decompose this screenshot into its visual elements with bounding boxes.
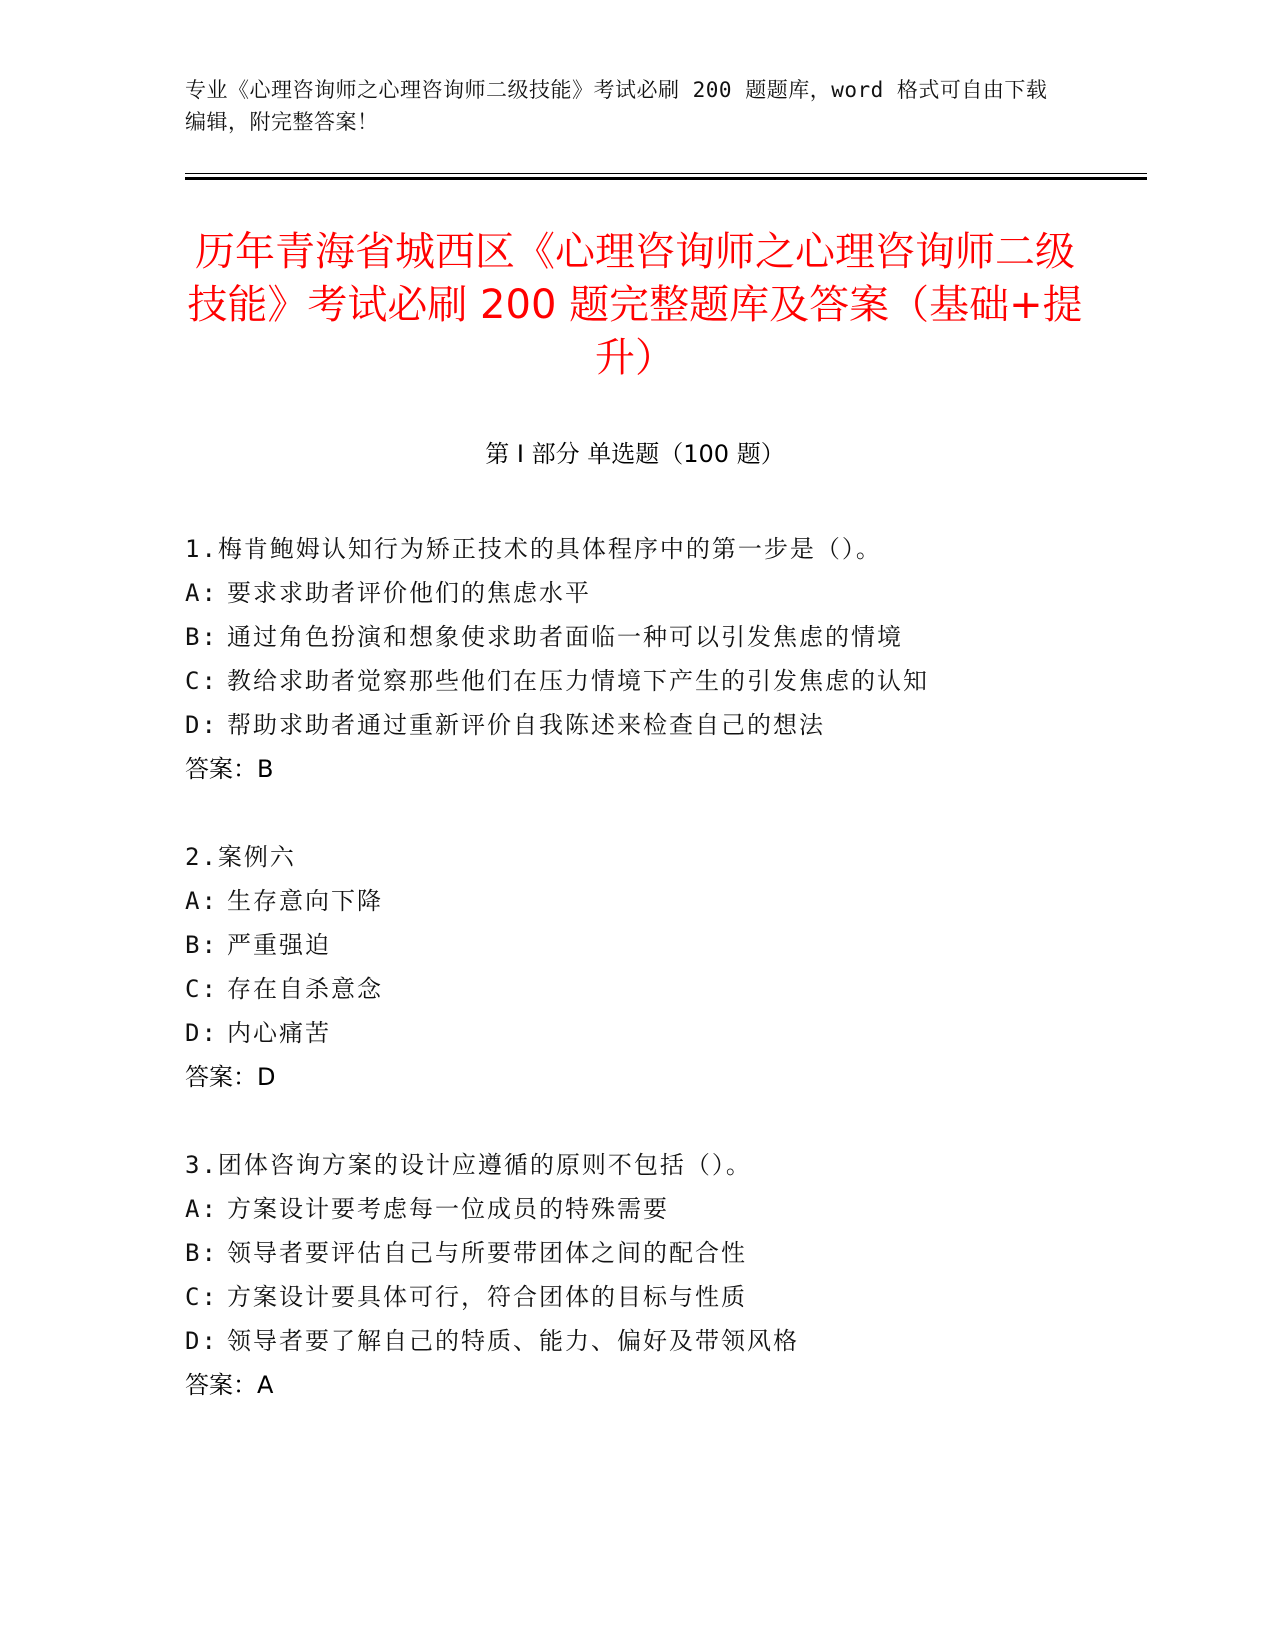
question-item <box>185 1143 1105 1407</box>
answer-key: 答案：A <box>185 1371 274 1399</box>
option-letter: B: <box>185 1239 218 1267</box>
question-stem: 2.案例六 <box>185 843 296 871</box>
answer-option <box>185 1187 1105 1231</box>
question-list <box>185 527 1105 1451</box>
option-letter: B: <box>185 931 218 959</box>
option-text: 生存意向下降 <box>227 887 383 915</box>
header-note: 专业《心理咨询师之心理咨询师二级技能》考试必刷 200 题题库，word 格式可自由下载编辑，附完整答案！ <box>185 78 1048 134</box>
answer-option <box>185 1319 1105 1363</box>
option-text: 内心痛苦 <box>227 1019 331 1047</box>
answer-option <box>185 1231 1105 1275</box>
answer-option <box>185 879 1105 923</box>
answer-option <box>185 1275 1105 1319</box>
option-letter: B: <box>185 623 218 651</box>
option-letter: C: <box>185 667 218 695</box>
option-text: 通过角色扮演和想象使求助者面临一种可以引发焦虑的情境 <box>227 623 903 651</box>
option-text: 帮助求助者通过重新评价自我陈述来检查自己的想法 <box>227 711 825 739</box>
option-letter: A: <box>185 1195 218 1223</box>
option-letter: A: <box>185 887 218 915</box>
document-title: 历年青海省城西区《心理咨询师之心理咨询师二级技能》考试必刷 200 题完整题库及答案（基础+提升） <box>187 229 1083 381</box>
option-text: 方案设计要具体可行，符合团体的目标与性质 <box>227 1283 747 1311</box>
question-item <box>185 835 1105 1099</box>
question-stem: 3.团体咨询方案的设计应遵循的原则不包括（）。 <box>185 1151 752 1179</box>
answer-option <box>185 967 1105 1011</box>
option-letter: C: <box>185 975 218 1003</box>
option-text: 要求求助者评价他们的焦虑水平 <box>227 579 591 607</box>
answer-key: 答案：D <box>185 1063 276 1091</box>
option-text: 领导者要评估自己与所要带团体之间的配合性 <box>227 1239 747 1267</box>
option-letter: D: <box>185 1327 218 1355</box>
option-letter: A: <box>185 579 218 607</box>
option-letter: D: <box>185 711 218 739</box>
question-item <box>185 527 1105 791</box>
answer-key: 答案：B <box>185 755 274 783</box>
header-divider-thin <box>185 173 1147 174</box>
answer-option <box>185 703 1105 747</box>
option-text: 严重强迫 <box>227 931 331 959</box>
answer-option <box>185 1011 1105 1055</box>
answer-option <box>185 923 1105 967</box>
option-letter: D: <box>185 1019 218 1047</box>
option-text: 存在自杀意念 <box>227 975 383 1003</box>
option-letter: C: <box>185 1283 218 1311</box>
answer-option <box>185 571 1105 615</box>
answer-option <box>185 615 1105 659</box>
option-text: 领导者要了解自己的特质、能力、偏好及带领风格 <box>227 1327 799 1355</box>
question-stem: 1.梅肯鲍姆认知行为矫正技术的具体程序中的第一步是（）。 <box>185 535 882 563</box>
option-text: 教给求助者觉察那些他们在压力情境下产生的引发焦虑的认知 <box>227 667 929 695</box>
option-text: 方案设计要考虑每一位成员的特殊需要 <box>227 1195 669 1223</box>
section-title: 第 I 部分 单选题（100 题） <box>485 440 785 468</box>
answer-option <box>185 659 1105 703</box>
header-divider-thick <box>185 177 1147 180</box>
